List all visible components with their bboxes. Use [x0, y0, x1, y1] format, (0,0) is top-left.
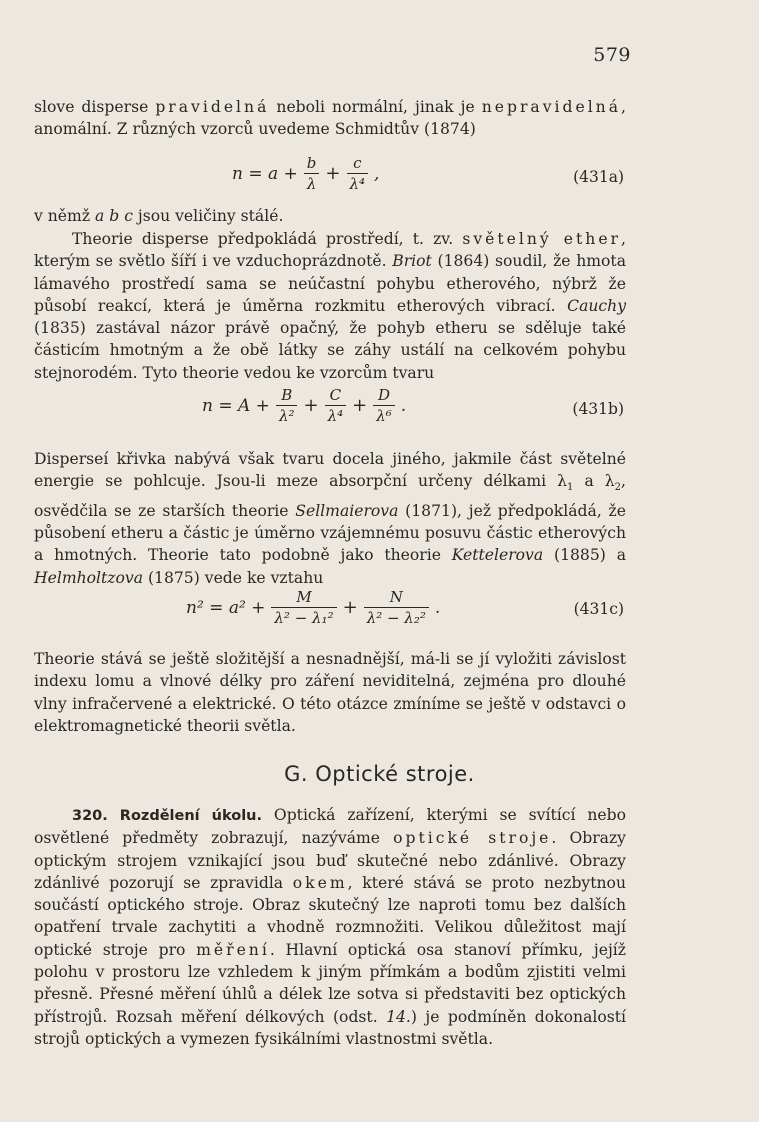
paragraph-intro: slove disperse pravidelná neboli normální, jinak je nepravidelná, anomální. Z různých vzorců uvedeme Schmidtův (1874) — [34, 98, 626, 139]
paragraph-theory: Theorie disperse předpokládá prostředí, t. zv. světelný ether, kterým se světlo šíří i ve vzduchoprázdnotě. Briot (1864) soudil, že hmota lámavého prostředí sama se neúčastní pohybu etherového, nýbrž že působí reakcí, která je úměrna rozkmitu etherových vibrací. Cauchy (1835) zastával názor právě opačný, že pohyb etheru se sděluje také částicím hmotným a že obě látky se záhy ustálí na celkovém pohybu stejnorodém. Tyto theorie vedou ke vzorcům tvaru — [34, 230, 626, 382]
paragraph-optical-instruments: 320. Rozdělení úkolu. Optická zařízení, kterými se svítící nebo osvětlené předměty zobrazují, nazýváme optické stroje. Obrazy optickým strojem vznikající jsou buď skutečné nebo zdánlivé. Obrazy zdánlivé pozorují se zpravidla okem, které stává se proto nezbytnou součástí optického stroje. Obraz skutečný lze naproti tomu bez dalších opatření trvale zachytiti a vhodně rozmnožiti. Velikou důležitost mají optické stroje pro měření. Hlavní optická osa stanoví přímku, jejíž polohu v prostoru lze vzhledem k jiným přímkám a bodům zjistiti velmi přesně. Přesné měření úhlů a délek lze sotva si představiti bez optických přístrojů. Rozsah měření délkových (odst. 14.) je podmíněn dokonalostí strojů optických a vymezen fysikálními vlastnostmi světla. — [34, 806, 626, 1048]
equation-431b: n = A + $\frac{B}{\text{λ²}}$ + $\frac{C}{\text{λ⁴}}$ + $\frac{D}{\text{λ⁶}}$ . (431b) — [202, 386, 624, 425]
paragraph-constants: v němž a b c jsou veličiny stálé. — [34, 207, 284, 225]
paragraph-dispersion-curve: Disperseí křivka nabývá však tvaru docela jiného, jakmile část světelné energie se pohlcuje. Jsou-li meze absorpční určeny délkami $\lambda_1$ a $\lambda_2$, osvědčila se ze starších theorie Sellmaierova (1871), jež předpokládá, že působení etheru a částic je úměrno vzájemnému posuvu částic etherových a hmotných. Theorie tato podobně jako theorie Kettelerova (1885) a Helmholtzova (1875) vede ke vztahu — [34, 450, 626, 587]
equation-431a: n = a + $\frac{b}{\lambda}$ + $\frac{c}{\text{λ⁴}}$ , (431a) — [232, 154, 624, 193]
page-number: 579 — [593, 44, 631, 66]
equation-label: (431a) — [573, 168, 624, 186]
section-title: G. Optické stroje. — [284, 762, 475, 786]
equation-label: (431b) — [572, 400, 624, 418]
equation-label: (431c) — [573, 600, 624, 618]
paragraph-invisible-radiation: Theorie stává se ještě složitější a nesnadnější, má-li se jí vyložiti závislost indexu lomu a vlnové délky pro záření neviditelná, zejména pro dlouhé vlny infračervené a elektrické. O této otázce zmíníme se ještě v odstavci o elektromagnetické theorii světla. — [34, 650, 626, 735]
paragraph-heading: 320. Rozdělení úkolu. — [72, 808, 262, 824]
equation-431c: n² = a² + $\frac{M}{\text{λ² − λ₁²}}$ + $\frac{N}{\text{λ² − λ₂²}}$ . (431c) — [186, 588, 624, 627]
